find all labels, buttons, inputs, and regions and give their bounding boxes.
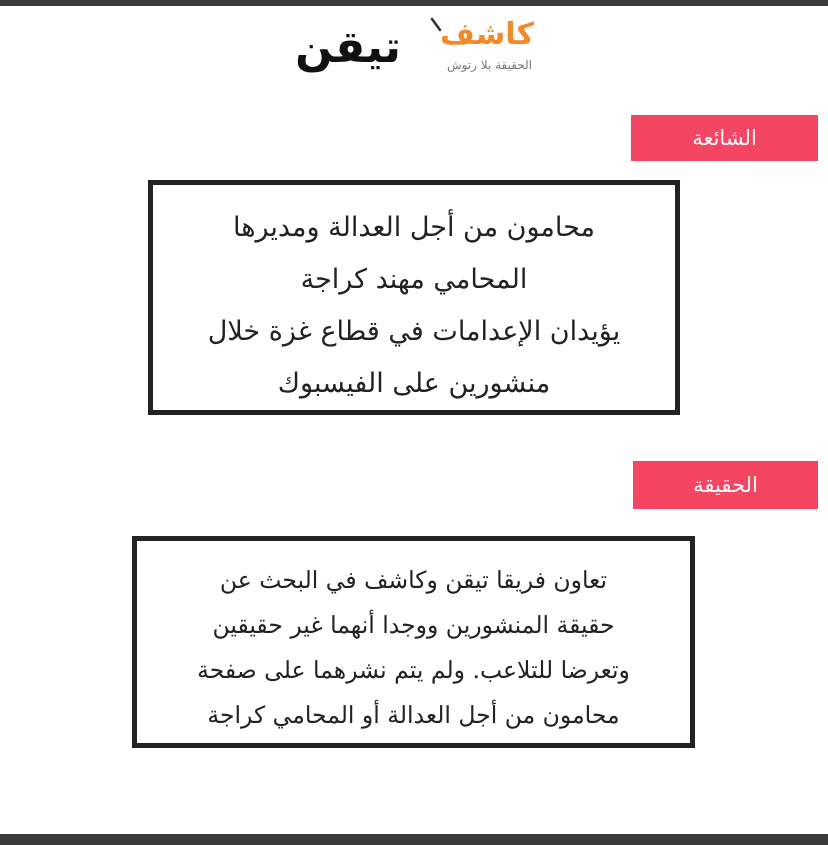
top-bar (0, 0, 828, 6)
fact-line: وتعرضا للتلاعب. ولم يتم نشرهما على صفحة (197, 656, 630, 684)
rumor-line: منشورين على الفيسبوك (277, 368, 551, 399)
kashif-logo (418, 14, 538, 84)
fact-line: محامون من أجل العدالة أو المحامي كراجة (207, 701, 620, 729)
fact-line: تعاون فريقا تيقن وكاشف في البحث عن (219, 566, 608, 594)
fact-line: حقيقة المنشورين ووجدا أنهما غير حقيقين (212, 611, 615, 639)
rumor-box (148, 180, 680, 415)
rumor-label: الشائعة (631, 115, 818, 161)
kashif-logo-text: كاشف (440, 17, 534, 52)
rumor-line: يؤيدان الإعدامات في قطاع غزة خلال (207, 316, 621, 347)
tayaqan-logo-text: تيقن (295, 22, 401, 73)
fact-label: الحقيقة (633, 461, 818, 509)
kashif-tagline: الحقيقة بلا رتوش (446, 58, 532, 72)
bottom-bar (0, 834, 828, 845)
rumor-line: المحامي مهند كراجة (300, 264, 528, 295)
tayaqan-logo (292, 8, 404, 80)
rumor-line: محامون من أجل العدالة ومديرها (232, 212, 596, 243)
fact-box (132, 536, 695, 748)
magnifier-icon (428, 16, 448, 36)
